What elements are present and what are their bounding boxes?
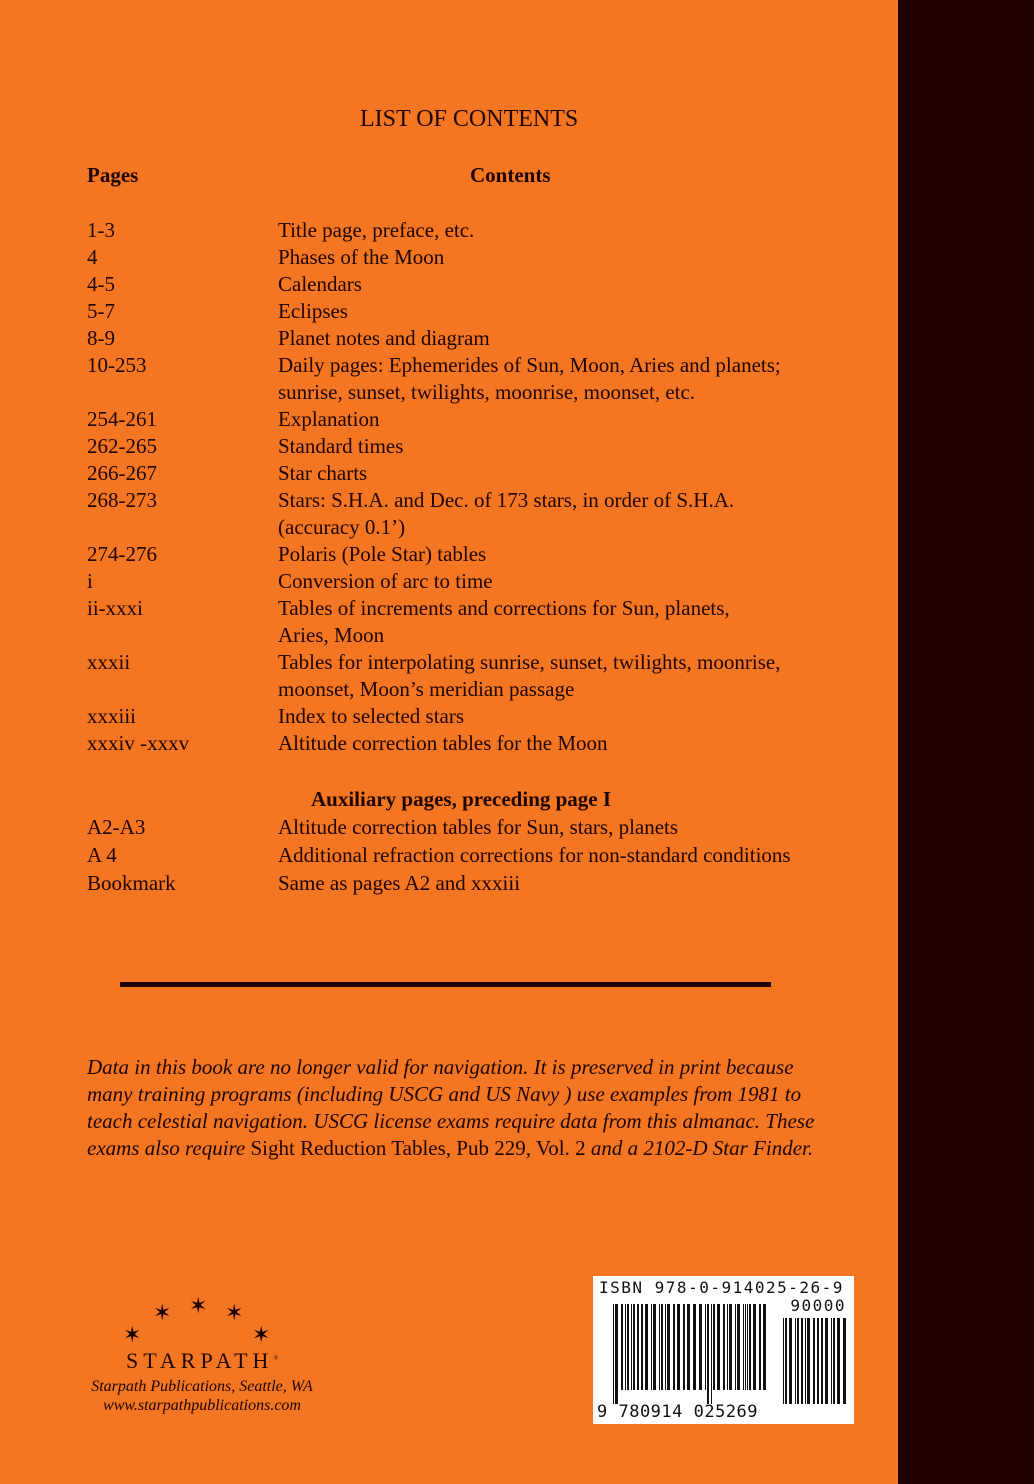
barcode-bar xyxy=(785,1318,787,1404)
barcode-bar xyxy=(789,1318,792,1404)
toc-row xyxy=(87,514,867,541)
toc-contents: Star charts xyxy=(278,461,368,485)
toc-contents: sunrise, sunset, twilights, moonrise, moonset, etc. xyxy=(278,380,696,404)
toc-pages: 254-261 xyxy=(87,407,157,431)
barcode-bar xyxy=(699,1304,702,1390)
toc-row xyxy=(87,379,867,406)
barcode-bar xyxy=(673,1304,675,1390)
isbn-barcode xyxy=(593,1276,854,1424)
barcode-bar xyxy=(631,1304,632,1390)
toc-contents: Explanation xyxy=(278,407,380,431)
toc-contents: (accuracy 0.1’) xyxy=(278,515,406,539)
toc-pages: i xyxy=(87,569,93,593)
barcode-bar xyxy=(833,1318,835,1404)
toc-pages: 4 xyxy=(87,245,98,269)
logo-stars xyxy=(62,1292,342,1348)
barcode-bar xyxy=(659,1304,660,1390)
notice-text: Data in this book are no longer valid for navigation. It is preserved in print because many training programs (including USCG and US Navy ) use examples from 1981 to teach celestial navigation. USCG license exams require data from this almanac. These exams also require xyxy=(87,1055,815,1160)
aux-row xyxy=(87,813,887,841)
registered-mark: ® xyxy=(273,1355,279,1362)
addon-code: 90000 xyxy=(790,1296,846,1315)
barcode-bar xyxy=(795,1318,796,1404)
toc-row xyxy=(87,244,867,271)
toc-row xyxy=(87,460,867,487)
book-spine xyxy=(898,0,1034,1484)
toc-contents: Polaris (Pole Star) tables xyxy=(278,542,487,566)
toc-pages xyxy=(87,379,278,406)
toc-row xyxy=(87,676,867,703)
toc-contents: Index to selected stars xyxy=(278,704,465,728)
barcode-bar xyxy=(837,1318,840,1404)
star-icon: ✶ xyxy=(123,1322,142,1347)
star-icon: ✶ xyxy=(225,1300,244,1325)
divider-rule xyxy=(120,982,771,987)
validity-notice xyxy=(87,1054,827,1162)
toc-pages: 266-267 xyxy=(87,461,157,485)
barcode-bar xyxy=(843,1318,846,1404)
aux-contents: Additional refraction corrections for non-standard conditions xyxy=(278,843,791,867)
barcode-bar xyxy=(687,1304,690,1390)
barcode-bar xyxy=(735,1304,736,1390)
aux-pages: A2-A3 xyxy=(87,815,146,839)
barcode-bar xyxy=(753,1304,756,1390)
toc-row xyxy=(87,271,867,298)
barcode-bar xyxy=(749,1304,751,1390)
toc-pages xyxy=(87,514,278,541)
barcode-bar xyxy=(711,1304,712,1404)
toc-row xyxy=(87,568,867,595)
toc-row xyxy=(87,406,867,433)
toc-contents: Title page, preface, etc. xyxy=(278,218,475,242)
barcode-bar xyxy=(723,1304,725,1390)
ean-digits: 9 780914 025269 xyxy=(597,1402,759,1422)
toc-contents: Phases of the Moon xyxy=(278,245,445,269)
barcode-bar xyxy=(693,1304,696,1390)
publisher-logo xyxy=(62,1292,342,1415)
barcode-bar xyxy=(637,1304,639,1390)
barcode-bar xyxy=(633,1304,635,1390)
barcode-bar xyxy=(747,1304,748,1390)
barcode-bar xyxy=(707,1304,709,1404)
toc-pages: 8-9 xyxy=(87,326,115,350)
toc-contents: Aries, Moon xyxy=(278,623,385,647)
barcode-bar xyxy=(665,1304,666,1390)
barcode-bar xyxy=(653,1304,656,1390)
barcode-bar xyxy=(683,1304,685,1390)
barcode-bar xyxy=(737,1304,740,1390)
toc-pages xyxy=(87,676,278,703)
toc-contents: Conversion of arc to time xyxy=(278,569,493,593)
toc-row xyxy=(87,298,867,325)
barcode-bar xyxy=(645,1304,648,1390)
star-icon: ✶ xyxy=(189,1293,208,1318)
toc-pages: xxxiii xyxy=(87,704,137,728)
toc-pages: 1-3 xyxy=(87,218,115,242)
barcode-bar xyxy=(717,1304,720,1390)
star-icon: ✶ xyxy=(153,1300,172,1325)
barcode-bar xyxy=(743,1304,744,1390)
toc-row xyxy=(87,541,867,568)
toc-contents: Eclipses xyxy=(278,299,348,323)
aux-row xyxy=(87,841,887,869)
barcode-bar xyxy=(705,1304,706,1390)
toc-contents: Tables for interpolating sunrise, sunset, twilights, moonrise, xyxy=(278,650,781,674)
toc-pages: 10-253 xyxy=(87,353,147,377)
toc-row xyxy=(87,730,867,757)
toc-pages: xxxiv -xxxv xyxy=(87,731,190,755)
toc-pages: 5-7 xyxy=(87,299,115,323)
barcode-bar xyxy=(651,1304,652,1390)
column-header-pages: Pages xyxy=(87,163,139,187)
toc-pages: xxxii xyxy=(87,650,131,674)
toc-row xyxy=(87,703,867,730)
toc-pages: 262-265 xyxy=(87,434,157,458)
barcode-bars-main xyxy=(613,1304,769,1404)
isbn-label: ISBN 978-0-914025-26-9 xyxy=(599,1278,844,1297)
toc-pages: ii-xxxi xyxy=(87,596,143,620)
notice-book-title: Sight Reduction Tables, Pub 229, Vol. 2 xyxy=(250,1136,586,1160)
auxiliary-heading: Auxiliary pages, preceding page I xyxy=(311,787,612,811)
toc-row xyxy=(87,433,867,460)
barcode-bar xyxy=(625,1304,626,1390)
barcode-bar xyxy=(821,1318,823,1404)
barcode-bar xyxy=(783,1318,784,1404)
barcode-bar xyxy=(641,1304,643,1390)
toc-contents: Calendars xyxy=(278,272,362,296)
toc-row xyxy=(87,217,867,244)
logo-wordmark xyxy=(62,1348,342,1374)
barcode-bars-addon xyxy=(783,1318,847,1418)
barcode-bar xyxy=(727,1304,728,1390)
barcode-bar xyxy=(805,1318,806,1404)
toc-contents: Stars: S.H.A. and Dec. of 173 stars, in order of S.H.A. xyxy=(278,488,735,512)
aux-row xyxy=(87,869,887,897)
toc-contents: moonset, Moon’s meridian passage xyxy=(278,677,575,701)
aux-contents: Altitude correction tables for Sun, stars, planets xyxy=(278,815,679,839)
barcode-bar xyxy=(807,1318,810,1404)
star-icon: ✶ xyxy=(252,1322,271,1347)
toc-row xyxy=(87,487,867,514)
publisher-name: Starpath Publications, Seattle, WA xyxy=(91,1378,313,1395)
toc-row xyxy=(87,352,867,379)
barcode-bar xyxy=(677,1304,680,1390)
logo-name: STARPATH xyxy=(125,1348,274,1373)
barcode-bar xyxy=(831,1318,832,1404)
toc-pages: 268-273 xyxy=(87,488,157,512)
barcode-bar xyxy=(813,1318,815,1404)
toc-pages: 4-5 xyxy=(87,272,115,296)
barcode-bar xyxy=(713,1304,715,1390)
column-header-contents: Contents xyxy=(470,163,551,187)
aux-pages: A 4 xyxy=(87,843,117,867)
toc-row xyxy=(87,649,867,676)
toc-contents: Tables of increments and corrections for Sun, planets, xyxy=(278,596,730,620)
barcode-bar xyxy=(667,1304,670,1390)
barcode-bar xyxy=(759,1304,761,1390)
toc-row xyxy=(87,622,867,649)
toc-contents: Daily pages: Ephemerides of Sun, Moon, Aries and planets; xyxy=(278,353,781,377)
barcode-bar xyxy=(797,1318,799,1404)
contents-table xyxy=(87,217,867,757)
barcode-bar xyxy=(729,1304,732,1390)
barcode-bar xyxy=(615,1304,618,1404)
barcode-bar xyxy=(627,1304,629,1390)
page-title: LIST OF CONTENTS xyxy=(360,106,579,132)
barcode-bar xyxy=(621,1304,623,1390)
publisher-url: www.starpathpublications.com xyxy=(103,1397,301,1414)
aux-contents: Same as pages A2 and xxxiii xyxy=(278,871,521,895)
aux-pages: Bookmark xyxy=(87,871,176,895)
barcode-bar xyxy=(613,1304,614,1404)
auxiliary-table xyxy=(87,813,887,897)
toc-row xyxy=(87,595,867,622)
toc-contents: Standard times xyxy=(278,434,404,458)
barcode-bar xyxy=(817,1318,819,1404)
barcode-bar xyxy=(763,1304,766,1390)
toc-contents: Altitude correction tables for the Moon xyxy=(278,731,608,755)
barcode-bar xyxy=(801,1318,803,1404)
toc-row xyxy=(87,325,867,352)
barcode-bar xyxy=(825,1318,828,1404)
notice-text-end: and a 2102-D Star Finder. xyxy=(585,1136,814,1160)
toc-pages: 274-276 xyxy=(87,542,157,566)
barcode-bar xyxy=(661,1304,663,1390)
toc-pages xyxy=(87,622,278,649)
barcode-bar xyxy=(745,1304,746,1390)
toc-contents: Planet notes and diagram xyxy=(278,326,490,350)
